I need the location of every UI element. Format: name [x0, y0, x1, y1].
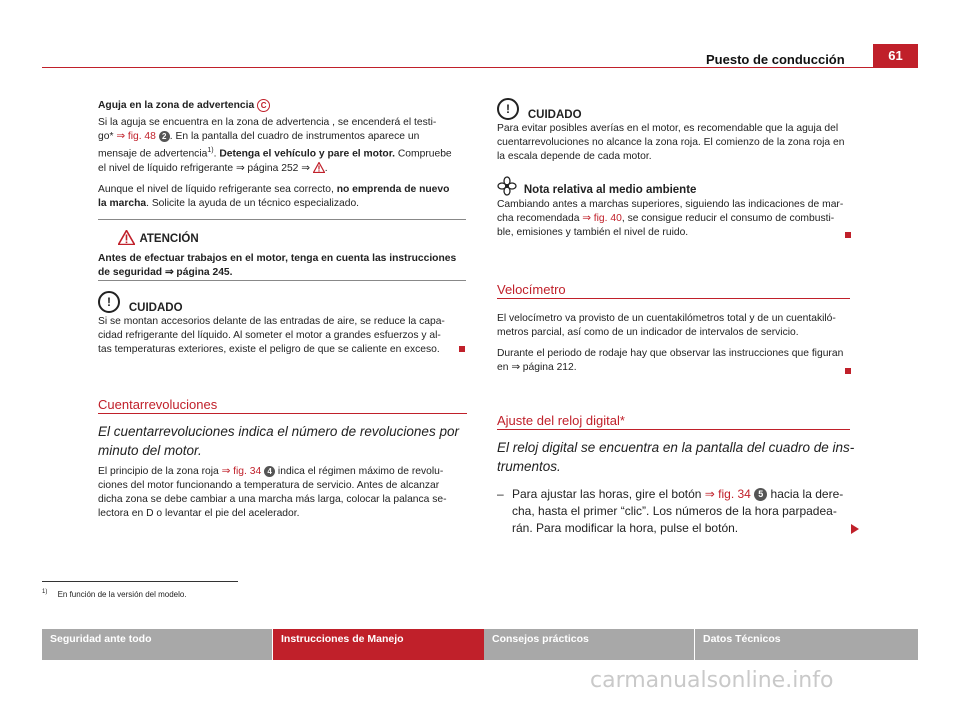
- velocimetro-text: El velocímetro va provisto de un cuentakilómetros total y de un cuentakiló- metros parcial, así como de un indicador de intervalos de servicio. Durante el periodo de rodaje hay que observar las instrucciones que figuran en ⇒ página 212.: [497, 313, 844, 373]
- step-dash: –: [497, 487, 504, 501]
- caution-icon: !: [497, 98, 519, 120]
- footnote-ref: 1): [207, 147, 214, 155]
- cuidado-right-title: CUIDADO: [527, 108, 582, 121]
- atencion-header: [118, 229, 199, 247]
- reloj-rule: [497, 429, 850, 430]
- fig-link-40[interactable]: ⇒ fig. 40: [582, 213, 622, 224]
- page-number: 61: [873, 44, 918, 68]
- aguja-paragraph-1: Si la aguja se encuentra en la zona de advertencia , se encenderá el testi- go* ⇒ fig. 48 2 . En la pantalla del cuadro de instrumentos aparece un mensaje de advertencia$^{1)}$. Detenga el vehículo y pare el motor. Compruebe el nivel de líquido refrigerante ⇒ página 252 ⇒ .: [98, 117, 452, 174]
- page-link-212[interactable]: en ⇒ página 212.: [497, 362, 577, 373]
- caution-icon: !: [98, 291, 120, 313]
- velocimetro-rule: [497, 298, 850, 299]
- footnote: [42, 589, 187, 599]
- velocimetro-title: Velocímetro: [497, 282, 566, 297]
- fig-link-34-reloj[interactable]: ⇒ fig. 34: [704, 487, 751, 501]
- aguja-section: [98, 99, 468, 211]
- page-header-title: Puesto de conducción: [706, 52, 845, 67]
- cuidado-right-header: [497, 98, 867, 120]
- warning-triangle-icon: [313, 163, 325, 174]
- cuentarrevoluciones-text: El principio de la zona roja ⇒ fig. 34 4 indica el régimen máximo de revolu- ciones del motor funcionando a temperatura de servicio. Antes de alcanzar dicha zona se debe cambiar a una marcha más larga, colocar la palanca se- lectora en D o levantar el pie del acelerador.: [98, 466, 447, 519]
- warning-triangle-icon: [118, 229, 135, 246]
- section-end-mark: [845, 368, 851, 374]
- atencion-body: Antes de efectuar trabajos en el motor, tenga en cuenta las instrucciones de seguridad ⇒ página 245.: [98, 253, 457, 278]
- flower-environment-icon: [497, 181, 517, 192]
- nota-title: Nota relativa al medio ambiente: [523, 183, 697, 196]
- marker-c: C: [257, 99, 270, 112]
- cuidado-right-text: Para evitar posibles averías en el motor, es recomendable que la aguja del cuentarrevoluciones no alcance la zona roja. El comienzo de la zona roja en la escala depende de cada motor.: [497, 123, 845, 162]
- continue-arrow-icon: [851, 521, 859, 539]
- atencion-box: [98, 219, 466, 281]
- fig-link-48[interactable]: ⇒ fig. 48: [116, 131, 156, 143]
- marker-5: 5: [754, 488, 767, 501]
- section-end-mark: [845, 232, 851, 238]
- cuentarrevoluciones-title: Cuentarrevoluciones: [98, 397, 218, 412]
- footer-tab-datos[interactable]: Datos Técnicos: [695, 629, 918, 660]
- marker-2: 2: [159, 131, 170, 142]
- section-end-mark: [459, 346, 465, 352]
- footnote-mark: 1): [42, 589, 48, 595]
- fig-link-34[interactable]: ⇒ fig. 34: [221, 466, 262, 477]
- watermark: carmanualsonline.info: [590, 668, 834, 693]
- cuidado-left: [98, 291, 468, 357]
- nota-text: Cambiando antes a marchas superiores, siguiendo las indicaciones de mar- cha recomendada ⇒ fig. 40, se consigue reducir el consumo de combusti- ble, emisiones y también el nivel de ruido.: [497, 199, 844, 238]
- aguja-heading: Aguja en la zona de advertencia: [98, 100, 255, 112]
- footer-tab-seguridad[interactable]: Seguridad ante todo: [42, 629, 272, 660]
- nota-header: [497, 176, 867, 196]
- cuentarrevoluciones-lead: El cuentarrevoluciones indica el número de revoluciones por minuto del motor.: [98, 424, 459, 458]
- nota-ambiente: [497, 176, 867, 240]
- header-rule: [42, 67, 918, 68]
- cuidado-left-title: CUIDADO: [128, 301, 183, 314]
- cuidado-right: [497, 98, 867, 164]
- cuidado-left-header: [98, 291, 468, 313]
- cuidado-left-text: Si se montan accesorios delante de las entradas de aire, se reduce la capa- cidad refrigerante del líquido. Al someter el motor a grandes esfuerzos y al- tas temperaturas exteriores, existe el peligro de que se caliente en exceso.: [98, 316, 445, 355]
- reloj-lead: El reloj digital se encuentra en la pantalla del cuadro de ins- trumentos.: [497, 440, 855, 474]
- marker-4: 4: [264, 466, 275, 477]
- footer-tab-consejos[interactable]: Consejos prácticos: [484, 629, 694, 660]
- footnote-rule: [42, 581, 238, 582]
- footer-tab-instrucciones[interactable]: Instrucciones de Manejo: [273, 629, 503, 660]
- aguja-paragraph-2: Aunque el nivel de líquido refrigerante sea correcto, no emprenda de nuevo la marcha. Solicite la ayuda de un técnico especializado.: [98, 183, 450, 209]
- cuentarrevoluciones-rule: [98, 413, 467, 414]
- page-link-252[interactable]: el nivel de líquido refrigerante ⇒ página 252 ⇒: [98, 162, 310, 174]
- reloj-step: – Para ajustar las horas, gire el botón ⇒ fig. 34 5 hacia la dere- cha, hasta el primer “clic”. Los números de la hora parpadea- rán. Para modificar la hora, pulse el botón.: [497, 487, 844, 535]
- reloj-title: Ajuste del reloj digital*: [497, 413, 625, 428]
- atencion-title: ATENCIÓN: [139, 233, 199, 245]
- footnote-text: En función de la versión del modelo.: [57, 589, 187, 599]
